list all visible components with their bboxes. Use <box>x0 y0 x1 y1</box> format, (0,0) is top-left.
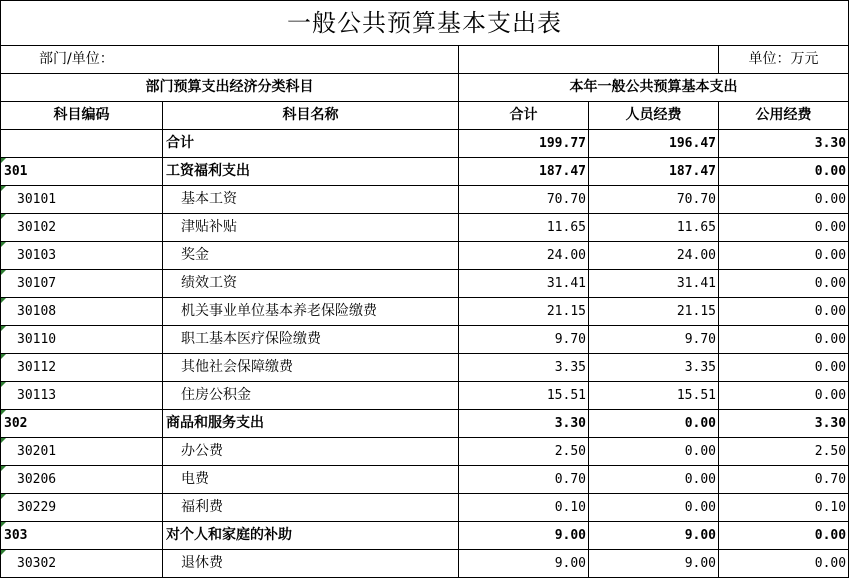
name-cell[interactable]: 绩效工资 <box>163 270 459 298</box>
total-cell[interactable]: 9.70 <box>459 326 589 354</box>
name-cell[interactable]: 福利费 <box>163 494 459 522</box>
name-cell[interactable]: 津贴补贴 <box>163 214 459 242</box>
table-row <box>1 550 849 578</box>
code-cell[interactable]: 30113 <box>1 382 163 410</box>
personnel-cell[interactable]: 187.47 <box>589 158 719 186</box>
code-cell[interactable]: 30229 <box>1 494 163 522</box>
total-cell[interactable]: 11.65 <box>459 214 589 242</box>
table-row <box>1 298 849 326</box>
col-personnel-header: 人员经费 <box>589 102 719 130</box>
personnel-cell[interactable]: 9.00 <box>589 522 719 550</box>
name-cell[interactable]: 电费 <box>163 466 459 494</box>
table-row <box>1 466 849 494</box>
unit-label: 单位：万元 <box>719 46 849 74</box>
personnel-cell[interactable]: 15.51 <box>589 382 719 410</box>
code-cell[interactable]: 30112 <box>1 354 163 382</box>
code-cell[interactable]: 30110 <box>1 326 163 354</box>
meta-row <box>1 46 849 74</box>
public-cell[interactable]: 0.00 <box>719 214 849 242</box>
name-cell[interactable]: 合计 <box>163 130 459 158</box>
total-cell[interactable]: 31.41 <box>459 270 589 298</box>
table-row <box>1 242 849 270</box>
code-cell[interactable]: 30108 <box>1 298 163 326</box>
public-cell[interactable]: 0.00 <box>719 550 849 578</box>
public-cell[interactable]: 0.00 <box>719 354 849 382</box>
name-cell[interactable]: 其他社会保障缴费 <box>163 354 459 382</box>
personnel-cell[interactable]: 0.00 <box>589 438 719 466</box>
name-cell[interactable]: 办公费 <box>163 438 459 466</box>
page-title: 一般公共预算基本支出表 <box>1 1 849 46</box>
total-cell[interactable]: 9.00 <box>459 522 589 550</box>
personnel-cell[interactable]: 0.00 <box>589 410 719 438</box>
public-cell[interactable]: 0.00 <box>719 158 849 186</box>
public-cell[interactable]: 3.30 <box>719 130 849 158</box>
code-cell[interactable]: 30102 <box>1 214 163 242</box>
meta-empty-cell[interactable] <box>459 46 719 74</box>
table-row <box>1 186 849 214</box>
total-cell[interactable]: 199.77 <box>459 130 589 158</box>
public-cell[interactable]: 0.00 <box>719 270 849 298</box>
total-row <box>1 130 849 158</box>
personnel-cell[interactable]: 9.00 <box>589 550 719 578</box>
table-row <box>1 354 849 382</box>
table-row <box>1 494 849 522</box>
group-header-row <box>1 74 849 102</box>
table-row <box>1 382 849 410</box>
group-right-header: 本年一般公共预算基本支出 <box>459 74 849 102</box>
name-cell[interactable]: 职工基本医疗保险缴费 <box>163 326 459 354</box>
code-cell[interactable]: 30107 <box>1 270 163 298</box>
public-cell[interactable]: 0.00 <box>719 186 849 214</box>
name-cell[interactable]: 机关事业单位基本养老保险缴费 <box>163 298 459 326</box>
table-row <box>1 438 849 466</box>
code-cell[interactable]: 30206 <box>1 466 163 494</box>
personnel-cell[interactable]: 11.65 <box>589 214 719 242</box>
total-cell[interactable]: 24.00 <box>459 242 589 270</box>
code-cell[interactable]: 302 <box>1 410 163 438</box>
category-row <box>1 410 849 438</box>
category-row <box>1 158 849 186</box>
personnel-cell[interactable]: 24.00 <box>589 242 719 270</box>
name-cell[interactable]: 奖金 <box>163 242 459 270</box>
personnel-cell[interactable]: 3.35 <box>589 354 719 382</box>
public-cell[interactable]: 0.00 <box>719 298 849 326</box>
personnel-cell[interactable]: 0.00 <box>589 466 719 494</box>
public-cell[interactable]: 0.00 <box>719 522 849 550</box>
table-row <box>1 270 849 298</box>
public-cell[interactable]: 0.00 <box>719 242 849 270</box>
name-cell[interactable]: 对个人和家庭的补助 <box>163 522 459 550</box>
name-cell[interactable]: 住房公积金 <box>163 382 459 410</box>
col-total-header: 合计 <box>459 102 589 130</box>
total-cell[interactable]: 70.70 <box>459 186 589 214</box>
personnel-cell[interactable]: 31.41 <box>589 270 719 298</box>
personnel-cell[interactable]: 196.47 <box>589 130 719 158</box>
personnel-cell[interactable]: 0.00 <box>589 494 719 522</box>
public-cell[interactable]: 3.30 <box>719 410 849 438</box>
total-cell[interactable]: 0.10 <box>459 494 589 522</box>
public-cell[interactable]: 2.50 <box>719 438 849 466</box>
category-row <box>1 522 849 550</box>
total-cell[interactable]: 3.35 <box>459 354 589 382</box>
code-cell[interactable]: 30302 <box>1 550 163 578</box>
table-row <box>1 326 849 354</box>
code-cell[interactable]: 30103 <box>1 242 163 270</box>
total-cell[interactable]: 15.51 <box>459 382 589 410</box>
group-left-header: 部门预算支出经济分类科目 <box>1 74 459 102</box>
col-name-header: 科目名称 <box>163 102 459 130</box>
total-cell[interactable]: 2.50 <box>459 438 589 466</box>
code-cell[interactable]: 30101 <box>1 186 163 214</box>
public-cell[interactable]: 0.00 <box>719 326 849 354</box>
total-cell[interactable]: 3.30 <box>459 410 589 438</box>
code-cell[interactable]: 301 <box>1 158 163 186</box>
total-cell[interactable]: 187.47 <box>459 158 589 186</box>
code-cell[interactable]: 30201 <box>1 438 163 466</box>
public-cell[interactable]: 0.10 <box>719 494 849 522</box>
col-code-header: 科目编码 <box>1 102 163 130</box>
name-cell[interactable]: 退休费 <box>163 550 459 578</box>
personnel-cell[interactable]: 70.70 <box>589 186 719 214</box>
code-cell[interactable]: 303 <box>1 522 163 550</box>
total-cell[interactable]: 9.00 <box>459 550 589 578</box>
personnel-cell[interactable]: 21.15 <box>589 298 719 326</box>
table-row <box>1 214 849 242</box>
name-cell[interactable]: 基本工资 <box>163 186 459 214</box>
public-cell[interactable]: 0.00 <box>719 382 849 410</box>
dept-label: 部门/单位： <box>1 46 459 74</box>
code-cell[interactable] <box>1 130 163 158</box>
total-cell[interactable]: 21.15 <box>459 298 589 326</box>
column-header-row <box>1 102 849 130</box>
personnel-cell[interactable]: 9.70 <box>589 326 719 354</box>
name-cell[interactable]: 工资福利支出 <box>163 158 459 186</box>
name-cell[interactable]: 商品和服务支出 <box>163 410 459 438</box>
total-cell[interactable]: 0.70 <box>459 466 589 494</box>
col-public-header: 公用经费 <box>719 102 849 130</box>
title-row <box>1 1 849 46</box>
public-cell[interactable]: 0.70 <box>719 466 849 494</box>
